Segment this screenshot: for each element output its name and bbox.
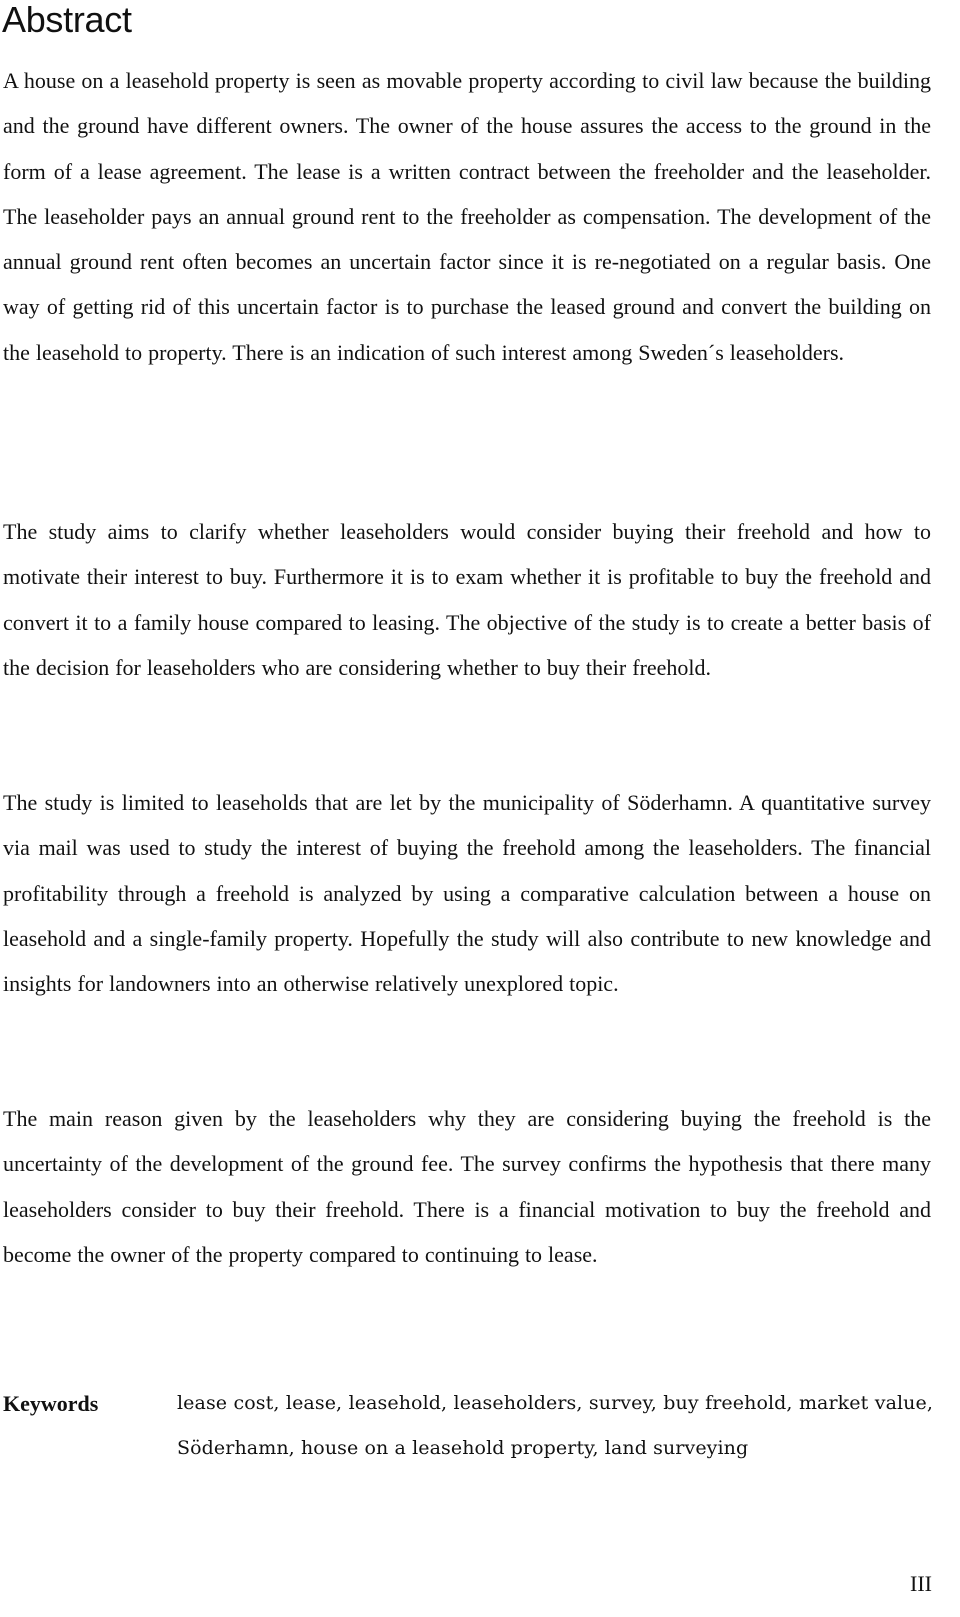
- keywords-list: lease cost, lease, leasehold, leaseholders, survey, buy freehold, market value, Söderhamn, house on a leasehold property, land surveying: [177, 1392, 933, 1459]
- abstract-paragraph-4: The main reason given by the leaseholders why they are considering buying the freehold is the uncertainty of the development of the ground fee. The survey confirms the hypothesis that there many leaseholders consider to buy their freehold. There is a financial motivation to buy the freehold and become the owner of the property compared to continuing to lease.: [3, 1106, 931, 1267]
- page-number: III: [910, 1571, 932, 1596]
- abstract-paragraph-3: The study is limited to leaseholds that are let by the municipality of Söderhamn. A quantitative survey via mail was used to study the interest of buying the freehold among the leaseholders. The financial profitability through a freehold is analyzed by using a comparative calculation between a house on leasehold and a single-family property. Hopefully the study will also contribute to new knowledge and insights for landowners into an otherwise relatively unexplored topic.: [3, 790, 931, 996]
- abstract-paragraph-2: The study aims to clarify whether leaseholders would consider buying their freehold and how to motivate their interest to buy. Furthermore it is to exam whether it is profitable to buy the freehold and convert it to a family house compared to leasing. The objective of the study is to create a better basis of the decision for leaseholders who are considering whether to buy their freehold.: [3, 519, 931, 680]
- keywords-label: Keywords: [3, 1391, 99, 1416]
- page-title: Abstract: [2, 0, 132, 40]
- abstract-paragraph-1: A house on a leasehold property is seen as movable property according to civil law because the building and the ground have different owners. The owner of the house assures the access to the ground in the form of a lease agreement. The lease is a written contract between the freeholder and the leaseholder. The leaseholder pays an annual ground rent to the freeholder as compensation. The development of the annual ground rent often becomes an uncertain factor since it is re-negotiated on a regular basis. One way of getting rid of this uncertain factor is to purchase the leased ground and convert the building on the leasehold to property. There is an indication of such interest among Sweden´s leaseholders.: [3, 68, 931, 365]
